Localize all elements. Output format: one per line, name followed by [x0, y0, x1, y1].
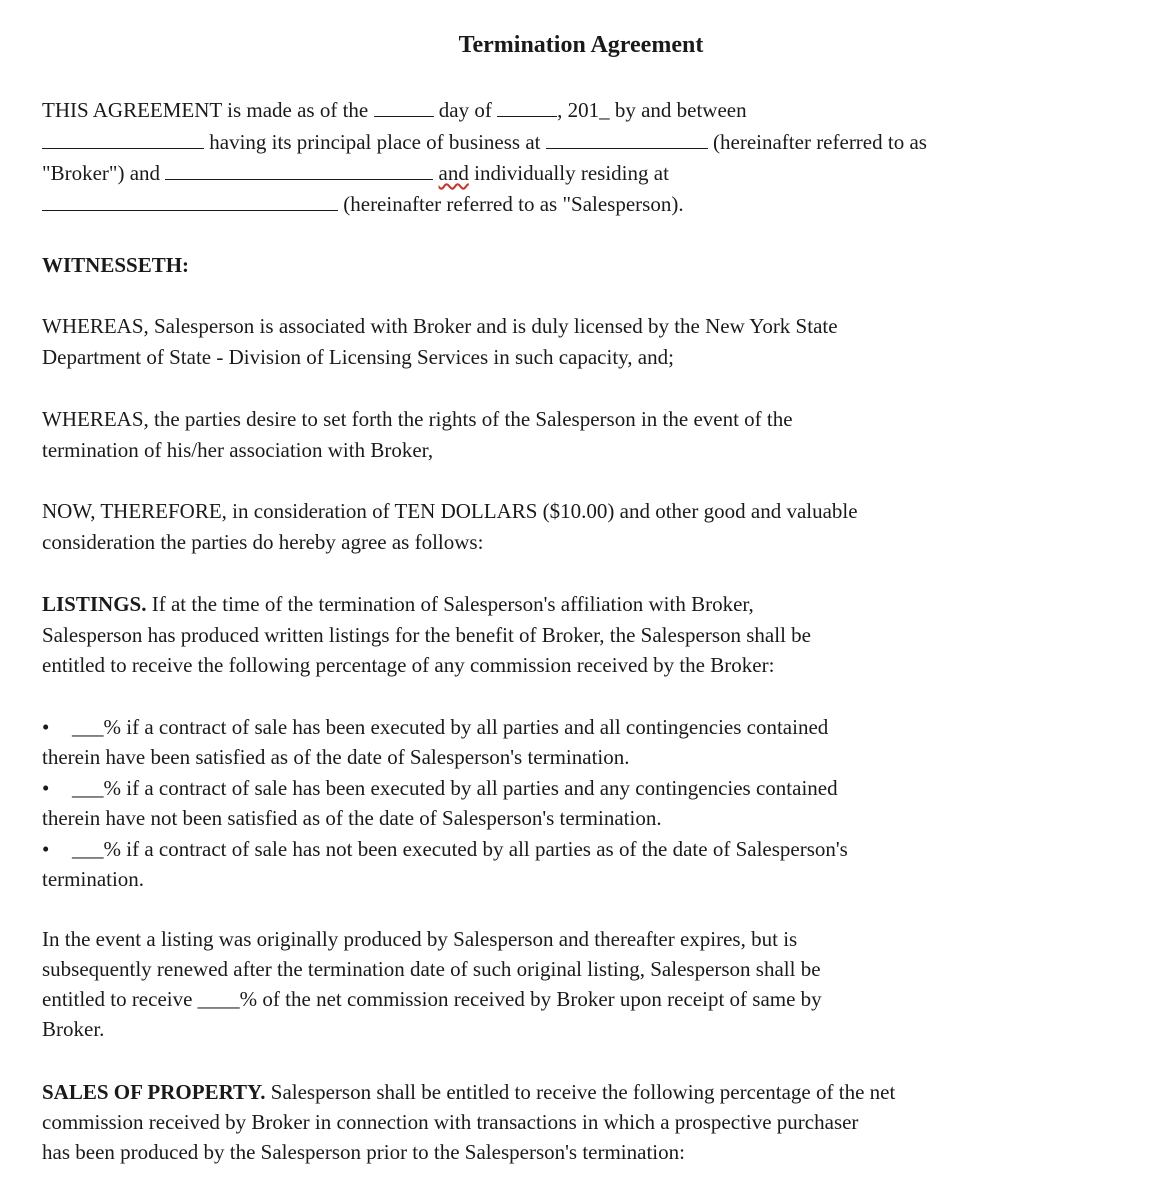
- blank-salesperson-name: [165, 161, 433, 180]
- sales-line-2: commission received by Broker in connection with transactions in which a prospective purchaser: [42, 1110, 859, 1134]
- intro-text: (hereinafter referred to as: [713, 130, 927, 154]
- intro-text: individually residing at: [468, 161, 669, 185]
- whereas-2-line-2: termination of his/her association with Broker,: [42, 438, 434, 462]
- sales-line-3: has been produced by the Salesperson prior to the Salesperson's termination:: [42, 1140, 685, 1164]
- event-line-4: Broker.: [42, 1017, 105, 1041]
- bullet-3-line-1: [42, 834, 848, 864]
- bullet-3-line-2: termination.: [42, 867, 145, 891]
- listings-text: If at the time of the termination of Salesperson's affiliation with Broker,: [146, 592, 754, 616]
- whereas-1-line-1: WHEREAS, Salesperson is associated with Broker and is duly licensed by the New York State: [42, 314, 838, 338]
- blank-month: [497, 98, 557, 117]
- intro-text: having its principal place of business at: [209, 130, 541, 154]
- listings-line-3: entitled to receive the following percentage of any commission received by the Broker:: [42, 653, 775, 677]
- intro-line-3: [42, 158, 669, 188]
- now-line-1: NOW, THEREFORE, in consideration of TEN DOLLARS ($10.00) and other good and valuable: [42, 499, 858, 523]
- intro-text: THIS AGREEMENT is made as of the: [42, 98, 369, 122]
- document-title: Termination Agreement: [458, 32, 704, 58]
- sales-heading: SALES OF PROPERTY.: [42, 1080, 266, 1104]
- intro-text: (hereinafter referred to as "Salesperson).: [343, 192, 684, 216]
- bullet-icon: •: [42, 715, 50, 739]
- whereas-2-line-1: WHEREAS, the parties desire to set forth the rights of the Salesperson in the event of the: [42, 407, 793, 431]
- bullet-icon: •: [42, 776, 50, 800]
- blank-broker-name: [42, 130, 204, 149]
- event-line-3: entitled to receive ____% of the net commission received by Broker upon receipt of same by: [42, 987, 822, 1011]
- sales-text: Salesperson shall be entitled to receive the following percentage of the net: [265, 1080, 896, 1104]
- whereas-1-line-2: Department of State - Division of Licensing Services in such capacity, and;: [42, 345, 674, 369]
- blank-day: [374, 98, 434, 117]
- intro-line-2: [42, 127, 927, 157]
- intro-line-1: [42, 95, 747, 125]
- blank-salesperson-address: [42, 192, 338, 211]
- bullet-text: ___% if a contract of sale has not been executed by all parties as of the date of Salesperson's: [72, 837, 848, 861]
- blank-broker-address: [546, 130, 708, 149]
- now-line-2: consideration the parties do hereby agree as follows:: [42, 530, 484, 554]
- bullet-2-line-1: [42, 773, 838, 803]
- witnesseth-heading: WITNESSETH:: [42, 253, 190, 277]
- listings-heading: LISTINGS.: [42, 592, 147, 616]
- bullet-1-line-2: therein have been satisfied as of the date of Salesperson's termination.: [42, 745, 630, 769]
- bullet-2-line-2: therein have not been satisfied as of the date of Salesperson's termination.: [42, 806, 662, 830]
- bullet-1-line-1: [42, 712, 828, 742]
- event-line-1: In the event a listing was originally produced by Salesperson and thereafter expires, but is: [42, 927, 798, 951]
- listings-line-2: Salesperson has produced written listings for the benefit of Broker, the Salesperson shall be: [42, 623, 811, 647]
- intro-text: , 201_ by and between: [557, 98, 747, 122]
- intro-text: "Broker") and: [42, 161, 161, 185]
- bullet-text: ___% if a contract of sale has been executed by all parties and all contingencies contained: [72, 715, 829, 739]
- intro-text: and: [438, 161, 469, 185]
- intro-text: day of: [438, 98, 492, 122]
- bullet-text: ___% if a contract of sale has been executed by all parties and any contingencies contained: [72, 776, 838, 800]
- intro-line-4: [42, 189, 684, 219]
- listings-line-1: [42, 589, 754, 619]
- bullet-icon: •: [42, 837, 50, 861]
- sales-line-1: [42, 1077, 895, 1107]
- event-line-2: subsequently renewed after the termination date of such original listing, Salesperson shall be: [42, 957, 821, 981]
